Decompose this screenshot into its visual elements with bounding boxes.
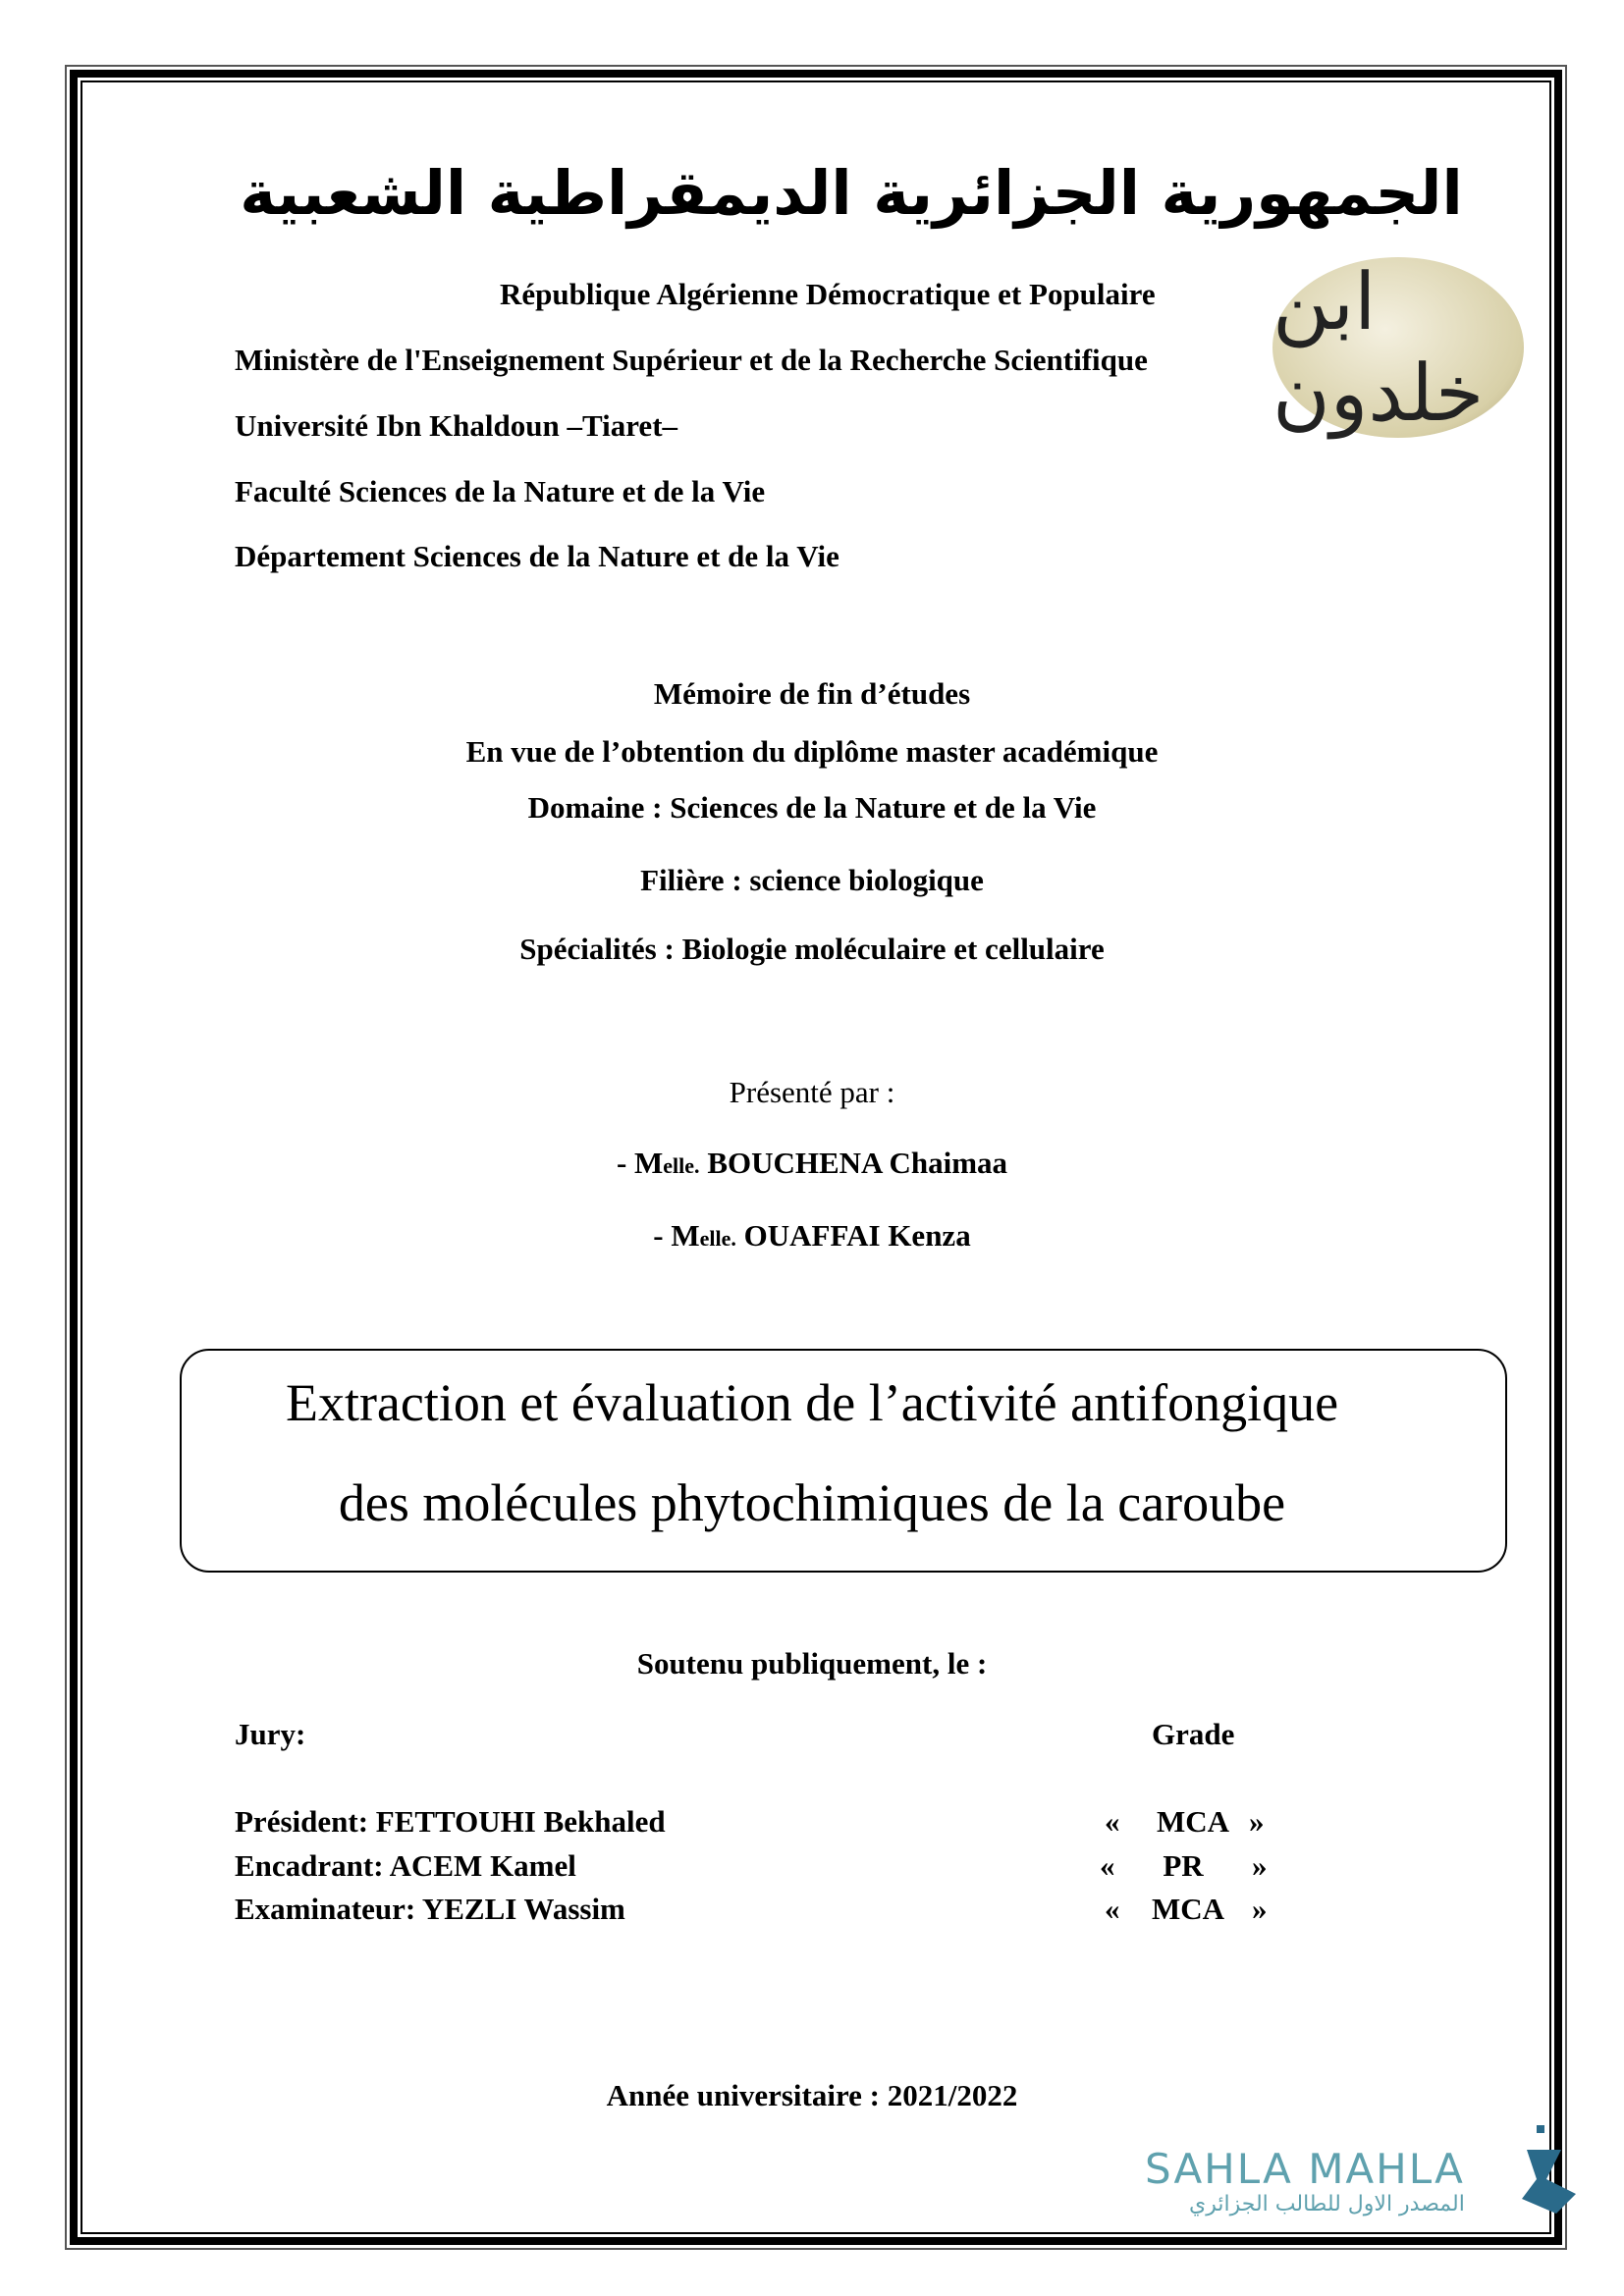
- thesis-specialty: Spécialités : Biologie moléculaire et cellulaire: [519, 932, 1105, 966]
- author-2: [0, 1218, 1624, 1254]
- thesis-title-line-2: des molécules phytochimiques de la caroube: [338, 1473, 1286, 1532]
- jury-member-president: Président: FETTOUHI Bekhaled: [235, 1804, 666, 1839]
- grade-label: Grade: [1152, 1717, 1235, 1751]
- watermark-tagline: المصدر الاول للطالب الجزائري: [1189, 2192, 1465, 2216]
- grade-examiner: MCA: [1151, 1892, 1225, 1926]
- republic-name: République Algérienne Démocratique et Populaire: [500, 277, 1156, 311]
- faculty-name: Faculté Sciences de la Nature et de la Vie: [235, 474, 766, 508]
- presented-by-label: Présenté par :: [729, 1075, 895, 1109]
- sahla-mahla-watermark: [1145, 2145, 1465, 2218]
- author-name: OUAFFAI Kenza: [743, 1218, 971, 1253]
- jury-member-supervisor: Encadrant: ACEM Kamel: [235, 1848, 576, 1883]
- thesis-title-line-1: Extraction et évaluation de l’activité antifongique: [285, 1373, 1339, 1432]
- defense-label: Soutenu publiquement, le :: [636, 1646, 988, 1681]
- thesis-field: Filière : science biologique: [640, 863, 984, 897]
- university-logo: [1272, 257, 1524, 438]
- university-name: Université Ibn Khaldoun –Tiaret–: [235, 408, 678, 443]
- author-1: [0, 1146, 1624, 1181]
- academic-year: Année universitaire : 2021/2022: [606, 2078, 1018, 2112]
- thesis-cover-page: الجمهورية الجزائرية الديمقراطية الشعبية ابن خلدون République Algérienne Démocratique et Populaire Ministère de l'Enseignement Supérieur et de la Recherche Scientifique Université Ibn Khaldoun –Tiaret– Faculté Sciences de la Nature et de la Vie Département Sciences de la Nature et de la Vie Mémoire de fin d’études En vue de l’obtention du diplôme master académique Domaine : Sciences de la Nature et de la Vie Filière : science biologique Spécialités : Biologie moléculaire et cellulaire Présenté par : - Melle. BOUCHENA Chaimaa - Melle. OUAFFAI Kenza Extraction et évaluation de l’activité antifongique des molécules phytochimiques de la caroube Soutenu publiquement, le : Jury: Grade Président: FETTOUHI Bekhaled Encadrant: ACEM Kamel Examinateur: YEZLI Wassim « MCA » « PR » « MCA » Année universitaire : 2021/2022 SAHLA MAHLA المصدر الاول للطالب الجزائري: [0, 0, 1624, 2296]
- thesis-domain: Domaine : Sciences de la Nature et de la Vie: [527, 790, 1097, 825]
- arabic-republic-title: الجمهورية الجزائرية الديمقراطية الشعبية: [240, 157, 1463, 229]
- author-title-suffix: elle.: [663, 1153, 700, 1178]
- watermark-brand: SAHLA MAHLA: [1145, 2145, 1465, 2193]
- author-prefix: - M: [616, 1146, 664, 1180]
- author-name: BOUCHENA Chaimaa: [707, 1146, 1008, 1180]
- grade-supervisor: PR: [1163, 1848, 1204, 1883]
- author-title-suffix: elle.: [699, 1226, 736, 1251]
- jury-label: Jury:: [235, 1717, 306, 1751]
- watermark-logo-icon: [1507, 2120, 1586, 2218]
- thesis-purpose: En vue de l’obtention du diplôme master académique: [465, 734, 1159, 769]
- jury-member-examiner: Examinateur: YEZLI Wassim: [235, 1892, 625, 1926]
- thesis-type: Mémoire de fin d’études: [653, 676, 971, 711]
- author-prefix: - M: [653, 1218, 700, 1253]
- logo-calligraphy: ابن خلدون: [1272, 256, 1485, 439]
- grade-president: MCA: [1156, 1804, 1230, 1839]
- department-name: Département Sciences de la Nature et de la Vie: [235, 539, 839, 573]
- ministry-name: Ministère de l'Enseignement Supérieur et de la Recherche Scientifique: [235, 343, 1148, 377]
